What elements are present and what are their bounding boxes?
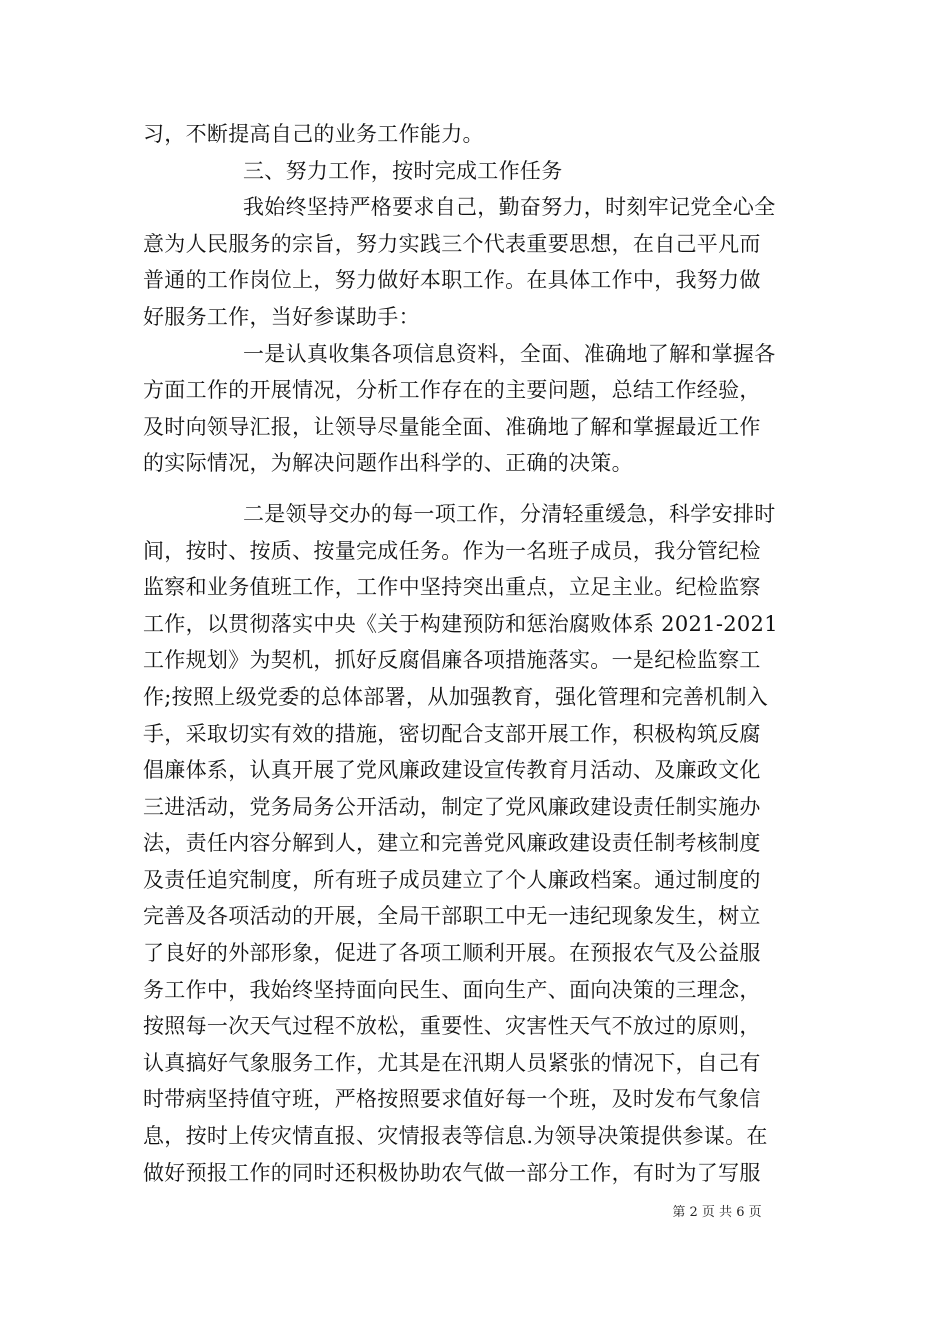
text-line: 习，不断提高自己的业务工作能力。 [143,122,484,146]
text-line: 我始终坚持严格要求自己，勤奋努力，时刻牢记党全心全 [243,195,776,220]
text-line: 三进活动，党务局务公开活动，制定了党风廉政建设责任制实施办 [143,794,761,819]
text-line: 作;按照上级党委的总体部署，从加强教育，强化管理和完善机制入 [143,684,769,709]
text-line: 做好预报工作的同时还积极协助农气做一部分工作，有时为了写服 [143,1160,761,1185]
text-line: 一是认真收集各项信息资料，全面、准确地了解和掌握各 [243,341,776,366]
text-line: 务工作中，我始终坚持面向民生、面向生产、面向决策的三理念， [143,977,761,1002]
text-line: 倡廉体系，认真开展了党风廉政建设宣传教育月活动、及廉政文化 [143,758,761,783]
text-line: 手，采取切实有效的措施，密切配合支部开展工作，积极构筑反腐 [143,721,761,746]
text-line: 意为人民服务的宗旨，努力实践三个代表重要思想，在自己平凡而 [143,231,761,256]
text-line: 的实际情况，为解决问题作出科学的、正确的决策。 [143,451,633,476]
text-line: 了良好的外部形象，促进了各项工顺利开展。在预报农气及公益服 [143,941,761,966]
text-line: 及责任追究制度，所有班子成员建立了个人廉政档案。通过制度的 [143,867,761,892]
text-line: 监察和业务值班工作，工作中坚持突出重点，立足主业。纪检监察 [143,575,761,600]
text-line: 按照每一次天气过程不放松，重要性、灾害性天气不放过的原则， [143,1014,761,1039]
text-line: 工作，以贯彻落实中央《关于构建预防和惩治腐败体系 2021-2021 [143,611,778,636]
text-line: 间，按时、按质、按量完成任务。作为一名班子成员，我分管纪检 [143,538,761,563]
text-line: 工作规划》为契机，抓好反腐倡廉各项措施落实。一是纪检监察工 [143,648,761,673]
text-line: 方面工作的开展情况，分析工作存在的主要问题，总结工作经验， [143,378,761,403]
text-line: 息，按时上传灾情直报、灾情报表等信息.为领导决策提供参谋。在 [143,1124,768,1149]
text-line: 二是领导交办的每一项工作，分清轻重缓急，科学安排时 [243,501,776,526]
text-line: 完善及各项活动的开展，全局干部职工中无一违纪现象发生，树立 [143,904,761,929]
text-line: 好服务工作，当好参谋助手： [143,304,420,329]
text-line: 时带病坚持值守班，严格按照要求值好每一个班，及时发布气象信 [143,1087,761,1112]
section-heading: 三、努力工作，按时完成工作任务 [243,158,563,183]
text-line: 认真搞好气象服务工作，尤其是在汛期人员紧张的情况下，自己有 [143,1050,761,1075]
text-line: 及时向领导汇报，让领导尽量能全面、准确地了解和掌握最近工作 [143,414,761,439]
text-line: 法，责任内容分解到人，建立和完善党风廉政建设责任制考核制度 [143,831,761,856]
document-body [143,116,811,1191]
page-number: 第 2 页 共 6 页 [672,1205,762,1220]
text-line: 普通的工作岗位上，努力做好本职工作。在具体工作中，我努力做 [143,268,761,293]
page-footer [0,1204,950,1222]
